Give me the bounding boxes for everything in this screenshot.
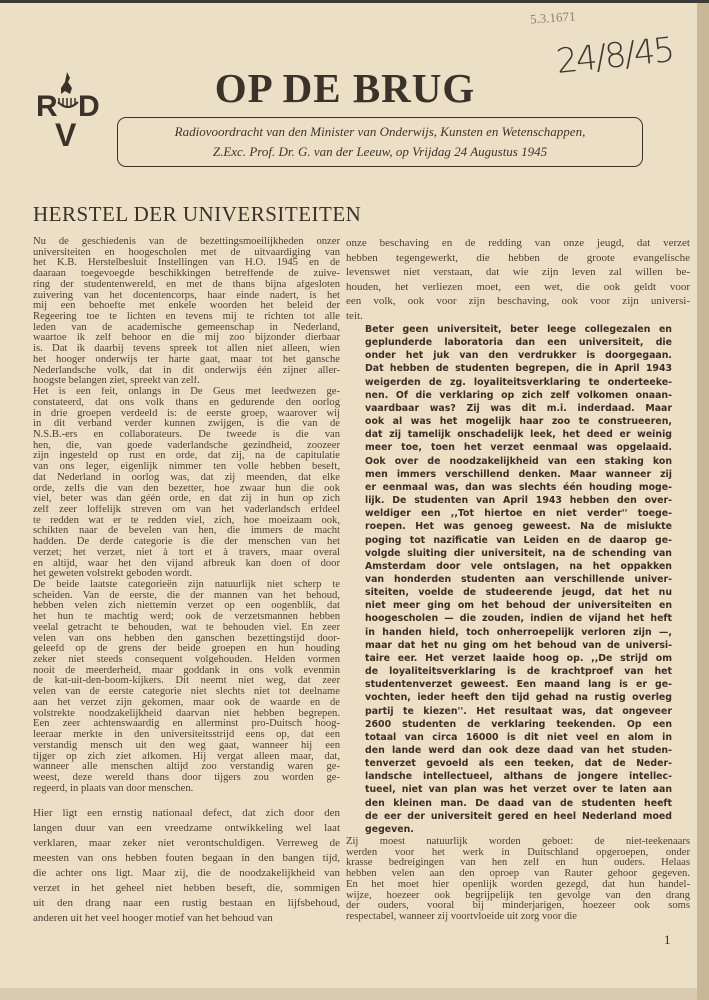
text-line: mij een behoefte met enkele woorden het beleid der — [33, 301, 340, 312]
text-line: langen duur van een vreedzame ontwikkeling wel laat — [33, 822, 340, 834]
subtitle-line: Radiovoordracht van den Minister van Onderwijs, Kunsten en Wetenschappen, — [174, 124, 586, 139]
text-line: de eer der universiteit gered en heel Nederland moed — [365, 810, 672, 822]
text-line: lijk. De studenten van April 1943 hebben den over- — [365, 495, 672, 507]
text-line: ring der studentenwereld, en met de thans bijna afgesloten — [33, 279, 340, 290]
right-column-paragraph-2 — [346, 837, 690, 923]
text-line: meesten van ons hebben fouten begaan in den bangen tijd, — [33, 852, 340, 864]
text-line: hadden. De derde categorie is die der menschen van het — [33, 537, 340, 548]
text-line: wijze, hoezeer ook begrijpelijk ten gevolge van den drang — [346, 890, 690, 901]
text-line: taire eer. Het verzet laaide hoog op. ,,De strijd om — [365, 652, 672, 664]
text-line: Beter geen universiteit, beter leege collegezalen en — [365, 324, 672, 335]
text-line: er eenmaal was, dan was slechts één houding moge- — [365, 481, 672, 493]
text-line: studentenverzet geweest. Een maand lang is er ge- — [365, 679, 672, 691]
text-line: weest, deze wereld thans door tijgers zou worden ge- — [33, 772, 340, 783]
text-line: dat zij tamelijk onschadelijk leek, het deed er weinig — [365, 429, 672, 441]
text-line: tueel, niet van plan was het verzet over te laten aan — [365, 784, 672, 796]
bold-quote-block — [365, 323, 672, 836]
text-line: Nederlandsche volk, dat in dit onderwijs één zijner aller- — [33, 365, 340, 376]
text-line: hebben velen aan den oproep van Rauter gehoor gegeven. — [346, 869, 690, 880]
handwritten-date: 24/8/45 — [554, 29, 675, 83]
text-line: krasse bedreigingen van hen zelf en hun ouders. Helaas — [346, 858, 690, 869]
text-line: geleefd op de grens der beide groepen en hun houding — [33, 644, 340, 655]
text-line: verstandig mensch uit den weg gaat, wanneer hij een — [33, 740, 340, 751]
text-line: anderen uit het veel hooger motief van het behoud van — [33, 912, 273, 924]
text-line: zijn ingesteld op rust en orde, dat zij, na de capitulatie — [33, 451, 340, 462]
text-line: weldiger een ,,Tot hiertoe en niet verder'' toege- — [365, 508, 672, 520]
text-line: poging tot nazificatie van Leiden en de daarop ge- — [365, 534, 672, 546]
text-line: dat Nederland in oorlog was, dat zij meenden, dat elke — [33, 472, 340, 483]
text-line: in handen hield, toch onherroepelijk verloren zijn —, — [365, 626, 672, 638]
text-line: partij te kiezen''. Het resultaat was, dat ongeveer — [365, 705, 672, 717]
text-line: tijger op zich ziet afkomen. Hij vergat alleen maar, dat, — [33, 751, 340, 762]
text-line: constateerd, dat ons volk thans en gedurende den oorlog — [33, 397, 340, 408]
text-line: Het is een feit, onlangs in De Geus met leedwezen ge- — [33, 387, 340, 398]
text-line: wanneer alle menschen altijd zoo verstandig waren ge- — [33, 762, 340, 773]
text-line: der ouders, vooral bij minderjarigen, hoezeer ook soms — [346, 901, 690, 912]
text-line: onze beschaving en de redding van onze jeugd, dat verzet — [346, 237, 690, 249]
text-line: velen van ons hebben den ganschen bezettingstijd door- — [33, 633, 340, 644]
text-line: vaardbaar was? Zij was dit m.i. inderdaad. Maar — [365, 402, 672, 414]
text-line: daaraan toegevoegde beschikkingen betreffende de zuive- — [33, 269, 340, 280]
text-line: Een zeer achtenswaardig en allerminst pro-Duitsch hoog- — [33, 719, 340, 730]
text-line: meer toe, toen het verzet eenmaal was opgelaaid. — [365, 442, 672, 454]
text-line: Amsterdam door vele ontslagen, na het oppakken — [365, 560, 672, 572]
text-line: waartoe ik zelf behoor en die mij zoo bijzonder dierbaar — [33, 333, 340, 344]
text-line: tenverzet gevoeld als een teeken, dat de Neder- — [365, 758, 672, 770]
text-line: volgde sluiting dier universiteit, na de schending van — [365, 547, 672, 559]
text-line: zuivering van het docentencorps, haar einde nadert, is het — [33, 290, 340, 301]
text-line: volstrekte noodzakelijkheid daarvan niet hebben begrepen. — [33, 708, 340, 719]
text-line: geplunderde laboratoria dan een universiteit, die — [365, 337, 672, 349]
text-line: zelf zeer loffelijk streven om van het vaderlandsch erfdeel — [33, 504, 340, 515]
text-line: En het moet hier openlijk worden gezegd, dat hun handel- — [346, 879, 690, 890]
text-line: Ook over de noodzakelijkheid van een staking kon — [365, 455, 672, 467]
text-line: ook al was het mogelijk haar zoo te construeeren, — [365, 416, 672, 428]
text-line: respectabel, wanneer zij voortvloeide uit zorg voor die — [346, 912, 578, 923]
text-line: het hooger onderwijs ter harte gaat, maar tot het gansche — [33, 354, 340, 365]
right-column-paragraph-1 — [346, 236, 690, 324]
text-line: het K.B. Herstelbesluit Instellingen van H.O. 1945 en de — [33, 258, 340, 269]
page-number: 1 — [664, 932, 671, 947]
svg-text:D: D — [78, 90, 100, 123]
text-line: regeerd, in plaats van door menschen. — [33, 783, 194, 794]
text-line: hen, die, van goede vaderlandsche gezindheid, zoozeer — [33, 440, 340, 451]
text-line: onder het juk van den verdrukker is doorgegaan. — [365, 350, 672, 362]
text-line: houden, het verliezen moet, een wet, die ook geldt voor — [346, 280, 690, 293]
text-line: hebben tegengewerkt, die hebben de groote evangelische — [346, 251, 690, 264]
text-line: niet meer ging om het behoud der universiteiten en — [365, 600, 672, 612]
text-line: een volk, ook voor zijn beschaving, ook voor zijn universi- — [346, 295, 690, 308]
text-line: levenswet niet verstaan, dat wie zijn leven zal willen be- — [346, 266, 690, 279]
text-line: viel, beter was dan géén orde, en dat zij in hun op zich — [33, 494, 340, 505]
text-line: schikten naar de bevelen van hen, die immers de macht — [33, 526, 340, 537]
text-line: nen. Of die verklaring op zich zelf volkomen onaan- — [365, 389, 672, 401]
text-line: verzet in het geheel niet hebben beseft, die, sommigen — [33, 882, 340, 894]
text-line: aan het verzet zijn gekomen, maar ook de waarde en de — [33, 697, 340, 708]
text-line: weigerden de zg. loyaliteitsverklaring te onderteeke- — [365, 376, 672, 388]
text-line: uit den drang naar een rustig bestaan en lijfsbehoud, — [33, 897, 340, 909]
text-line: is. Dat ik daarbij tevens spreek tot allen niet alleen, wien — [33, 344, 340, 355]
subtitle-box — [117, 117, 643, 167]
text-line: die achter ons ligt. Maar zij, die de noodzakelijkheid van — [33, 867, 340, 879]
text-line: te redden wat er te redden viel, zich, hoe moeizaam ook, — [33, 515, 340, 526]
text-line: van honderden studenten aan verschillende univer- — [365, 573, 672, 585]
text-line: hoogescholen — die zouden, indien de vijand het heft — [365, 613, 672, 625]
text-line: men immers verschillend denken. Maar wanneer zij — [365, 468, 672, 480]
text-line: en altijd, waar het den vijand afbreuk kan doen of door — [33, 558, 340, 569]
text-line: verzet; het verzet, niet à tort et à travers, maar overal — [33, 547, 340, 558]
text-line: het hun te machtig werd; ook de verzetsmannen hebben — [33, 612, 340, 623]
text-line: universiteiten en hoogescholen met de uitvaardiging van — [33, 247, 340, 258]
text-line: 2600 studenten de verklaring teekenden. Op een — [365, 718, 672, 730]
article-heading: HERSTEL DER UNIVERSITEITEN — [33, 202, 362, 226]
text-line: De beide laatste categorieën zijn natuurlijk niet scherp te — [33, 580, 340, 590]
scan-right-edge — [697, 3, 709, 1000]
text-line: roepen. Het was genoeg geweest. Na de mislukte — [365, 521, 672, 533]
text-line: den lande werd dan ook deze daad van het studen- — [365, 745, 672, 756]
svg-text:V: V — [55, 117, 77, 148]
text-line: gegeven. — [365, 823, 414, 835]
text-line: Hier ligt een ernstig nationaal defect, dat zich door den — [33, 807, 340, 819]
text-line: hebben velen zich niettemin verzet op een oogenblik, dat — [33, 601, 340, 612]
text-line: Nu de geschiedenis van de bezettingsmoeilijkheden onzer — [33, 237, 340, 247]
archive-pencil-note: 5.3.1671 — [529, 8, 576, 27]
text-line: landsche intellectueel, althans de jongere intellec- — [365, 771, 672, 783]
publication-title: OP DE BRUG — [214, 65, 476, 111]
subtitle-line: Z.Exc. Prof. Dr. G. van der Leeuw, op Vrijdag 24 Augustus 1945 — [212, 144, 548, 159]
text-line: nooit de meerderheid, maar goddank in ons volk evenmin — [33, 665, 340, 676]
text-line: Zij moest natuurlijk worden geboet: de niet-teekenaars — [346, 837, 690, 847]
text-line: velen van de eerste categorie niet slechts niet tot deelname — [33, 687, 340, 698]
text-line: leeraar merkte in den universiteitsstrijd eens op, dat een — [33, 730, 340, 741]
text-line: den kleinen man. De daad van de studenten heeft — [365, 797, 672, 809]
text-line: de kat-uit-den-boom-kijkers. Dit neemt niet weg, dat zeer — [33, 676, 340, 687]
text-line: scheiden. Van de eerste, die der mannen van het behoud, — [33, 590, 340, 601]
text-line: zeker niet steeds consequent volgehouden. Helden vormen — [33, 655, 340, 666]
rvd-logo — [36, 68, 100, 148]
text-line: siteiten, voelde de studeerende jeugd, dat het nu — [365, 587, 672, 599]
text-line: vochten, ieder heeft den tijd gehad na rustig overleg — [365, 692, 672, 704]
left-column-paragraph-2 — [33, 806, 340, 926]
text-line: totaal van circa 16000 is dit niet veel en alom in — [365, 731, 672, 743]
text-line: de loyaliteitsverklaring is de krachtproef van het — [365, 666, 672, 678]
text-line: Regeering toe te lichten en tevens mij te richten tot alle — [33, 312, 340, 323]
text-line: van ons leger, eigenlijk nimmer ten volle hebben beseft, — [33, 462, 340, 473]
text-line: teit. — [346, 309, 363, 322]
text-line: in drie groepen verdeeld is: de eerste groep, waarover wij — [33, 408, 340, 419]
svg-text:R: R — [36, 90, 58, 123]
left-column-paragraph-1 — [33, 237, 340, 794]
text-line: Dat hebben de studenten begrepen, die in April 1943 — [365, 363, 672, 375]
text-line: werden voor het werk in Duitschland opgeroepen, onder — [346, 847, 690, 858]
text-line: veelal getracht te behouden, wat te behouden viel. En zeer — [33, 622, 340, 633]
text-line: orde, zelfs die van den bezetter, hoe zwaar hun die ook — [33, 483, 340, 494]
text-line: maar dat het nu ging om het behoud van de universi- — [365, 639, 672, 651]
text-line: N.S.B.-ers en collaborateurs. De tweede is die van — [33, 429, 340, 440]
text-line: hoogste belangen ziet, spreekt van zelf. — [33, 376, 200, 387]
text-line: het geweten volstrekt geboden wordt. — [33, 569, 193, 580]
text-line: in dit verband verder kunnen zwijgen, is die van de — [33, 419, 340, 430]
text-line: verklaren, maar zeker niet verontschuldigen. Verreweg de — [33, 837, 340, 849]
text-line: leden van de academische gemeenschap in Nederland, — [33, 322, 340, 333]
